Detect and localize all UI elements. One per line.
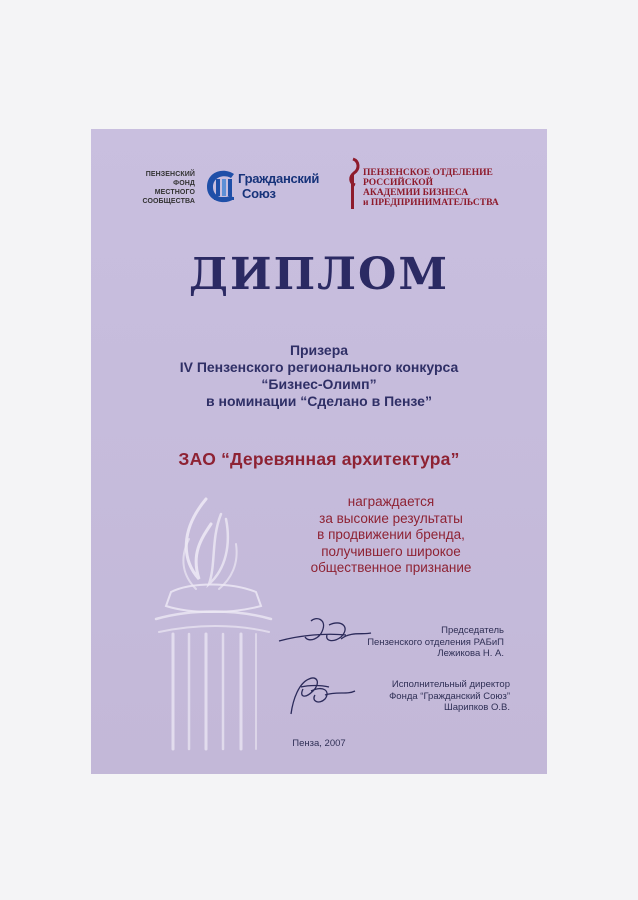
award-text bbox=[271, 494, 511, 577]
contest-line: “Бизнес-Олимп” bbox=[261, 376, 377, 392]
signatory-line: Председатель bbox=[441, 625, 504, 636]
award-line: в продвижении бренда, bbox=[317, 527, 465, 542]
contest-line: IV Пензенского регионального конкурса bbox=[179, 359, 459, 375]
award-line: награждается bbox=[347, 494, 435, 509]
diploma-sheet bbox=[91, 129, 547, 774]
signatory-director bbox=[326, 679, 510, 714]
fund-line: МЕСТНОГО bbox=[154, 189, 195, 196]
community-fund-text bbox=[121, 170, 195, 206]
award-line: общественное признание bbox=[310, 560, 472, 575]
rabip-emblem-icon bbox=[346, 157, 362, 209]
civil-union-logo bbox=[121, 164, 320, 214]
rabip-name-line: РОССИЙСКОЙ bbox=[363, 178, 434, 188]
place-date: Пенза, 2007 bbox=[292, 738, 346, 749]
rabip-name bbox=[363, 168, 499, 208]
contest-description bbox=[91, 342, 547, 410]
fund-line: ФОНД bbox=[173, 180, 195, 187]
signatory-line: Фонда “Гражданский Союз” bbox=[389, 690, 510, 702]
contest-line: Призера bbox=[289, 342, 349, 358]
contest-line: в номинации “Сделано в Пензе” bbox=[206, 393, 432, 409]
olympic-torch-icon bbox=[111, 484, 291, 754]
rabip-name-line: ПЕНЗЕНСКОЕ ОТДЕЛЕНИЕ bbox=[363, 168, 493, 178]
signatory-line: Шарипков О.В. bbox=[444, 702, 510, 713]
rabip-name-line: и ПРЕДПРИНИМАТЕЛЬСТВА bbox=[363, 198, 499, 208]
signatory-line: Лежикова Н. А. bbox=[437, 648, 504, 659]
signatory-line: Исполнительный директор bbox=[391, 679, 510, 690]
signatory-line: Пензенского отделения РАБиП bbox=[367, 636, 504, 648]
rabip-logo bbox=[346, 157, 546, 217]
award-line: получившего широкое bbox=[321, 543, 461, 559]
award-line: за высокие результаты bbox=[319, 510, 463, 526]
awardee-company: ЗАО “Деревянная архитектура” bbox=[178, 449, 460, 469]
diploma-title: ДИПЛОМ bbox=[188, 249, 450, 300]
civil-union-name bbox=[238, 171, 319, 201]
fund-line: ПЕНЗЕНСКИЙ bbox=[145, 171, 195, 178]
civil-union-name-line: Гражданский bbox=[238, 171, 320, 186]
signatory-chairman bbox=[306, 625, 504, 660]
rabip-name-line: АКАДЕМИИ БИЗНЕСА bbox=[363, 188, 469, 198]
fund-line: СООБЩЕСТВА bbox=[142, 198, 195, 205]
civil-union-emblem-icon bbox=[204, 168, 238, 206]
civil-union-name-line: Союз bbox=[242, 186, 276, 201]
